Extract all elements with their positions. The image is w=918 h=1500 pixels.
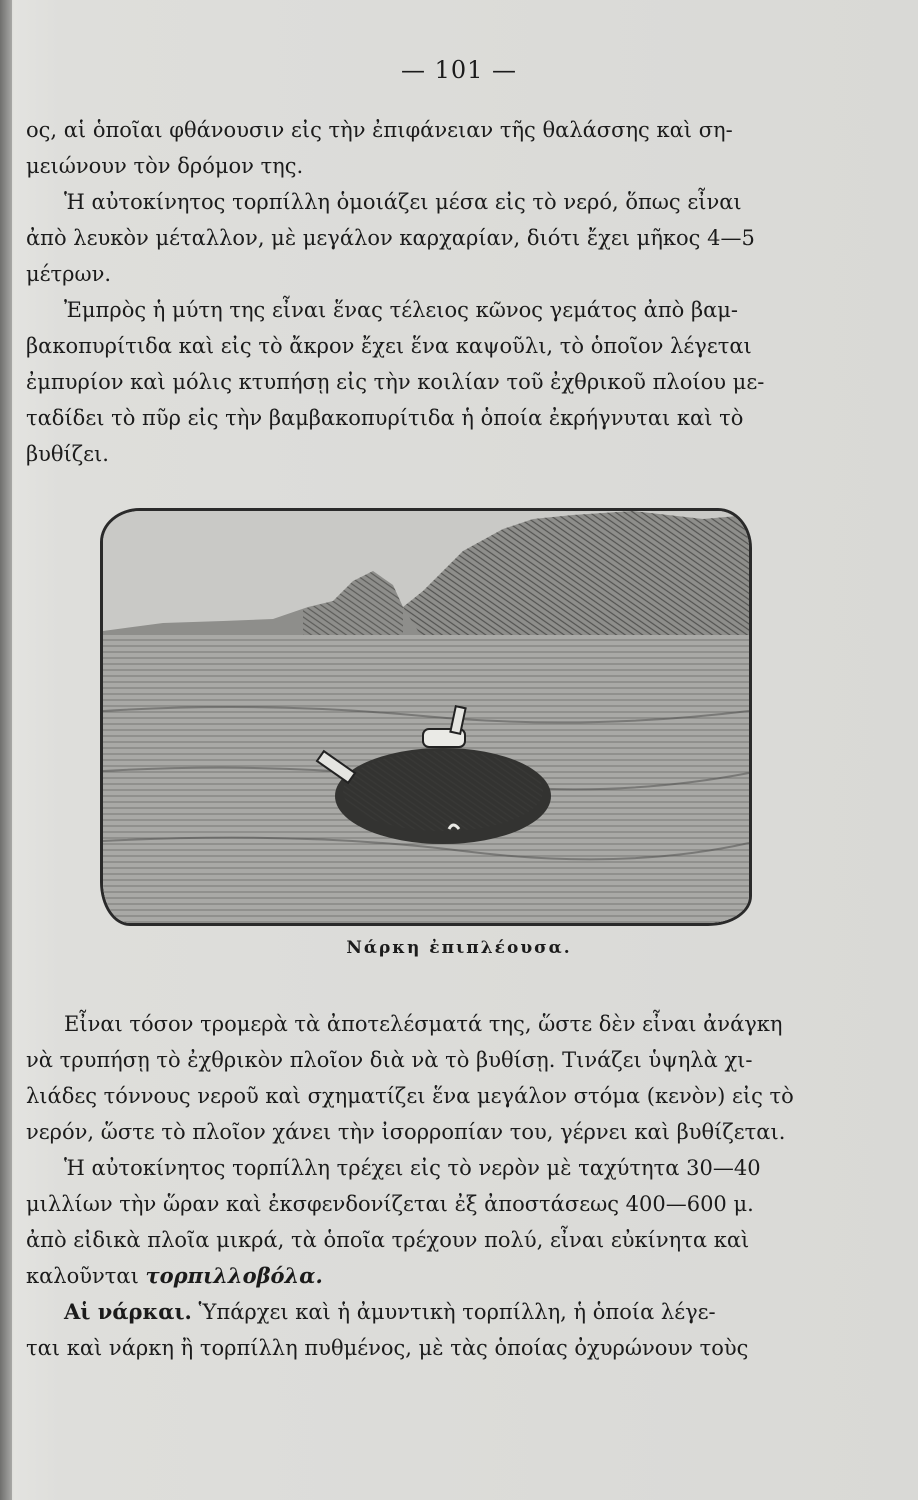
bottom-text	[26, 1006, 846, 1366]
mines-line	[26, 1294, 846, 1330]
text-line: ται καὶ νάρκη ἢ τορπίλλη πυθμένος, μὲ τὰς ὁποίας ὀχυρώνουν τοὺς	[26, 1336, 749, 1360]
text-line: νερόν, ὥστε τὸ πλοῖον χάνει τὴν ἰσορροπίαν του, γέρνει καὶ βυθίζεται.	[26, 1120, 786, 1144]
text-line: ἀπὸ λευκὸν μέταλλον, μὲ μεγάλον καρχαρίαν, διότι ἔχει μῆκος 4—5	[26, 226, 755, 250]
text-line	[26, 1258, 846, 1294]
text-fragment: Ὑπάρχει καὶ ἡ ἀμυντικὴ τορπίλλη, ἡ ὁποία λέγε-	[198, 1300, 716, 1324]
text-line: λιάδες τόννους νεροῦ καὶ σχηματίζει ἕνα μεγάλον στόμα (κενὸν) εἰς τὸ	[26, 1084, 794, 1108]
text-line: Ἡ αὐτοκίνητος τορπίλλη τρέχει εἰς τὸ νερὸν μὲ ταχύτητα 30—40	[64, 1156, 761, 1180]
text-line: ἐμπυρίον καὶ μόλις κτυπήσῃ εἰς τὴν κοιλίαν τοῦ ἐχθρικοῦ πλοίου με-	[26, 370, 765, 394]
text-line: ταδίδει τὸ πῦρ εἰς τὴν βαμβακοπυρίτιδα ἡ ὁποία ἐκρήγνυται καὶ τὸ	[26, 406, 744, 430]
page-number: — 101 —	[400, 56, 518, 84]
floating-mine-illustration	[100, 508, 752, 926]
text-line: μέτρων.	[26, 262, 112, 286]
illustration-drawing	[103, 511, 749, 923]
book-spine	[0, 0, 12, 1500]
text-line: Εἶναι τόσον τρομερὰ τὰ ἀποτελέσματά της, ὥστε δὲν εἶναι ἀνάγκη	[64, 1012, 783, 1036]
mines-heading: Αἱ νάρκαι.	[64, 1299, 192, 1324]
text-fragment: καλοῦνται	[26, 1264, 139, 1288]
top-text	[26, 112, 846, 472]
text-line: Ἐμπρὸς ἡ μύτη της εἶναι ἕνας τέλειος κῶνος γεμάτος ἀπὸ βαμ-	[64, 298, 739, 322]
text-line: μιλλίων τὴν ὥραν καὶ ἐκσφενδονίζεται ἐξ ἀποστάσεως 400—600 μ.	[26, 1192, 754, 1216]
text-line: μειώνουν τὸν δρόμον της.	[26, 154, 304, 178]
figure-caption: Νάρκη ἐπιπλέουσα.	[346, 938, 572, 958]
text-line: ἀπὸ εἰδικὰ πλοῖα μικρά, τὰ ὁποῖα τρέχουν πολύ, εἶναι εὐκίνητα καὶ	[26, 1228, 750, 1252]
text-line: Ἡ αὐτοκίνητος τορπίλλη ὁμοιάζει μέσα εἰς τὸ νερό, ὅπως εἶναι	[64, 190, 742, 214]
text-line: νὰ τρυπήσῃ τὸ ἐχθρικὸν πλοῖον διὰ νὰ τὸ βυθίσῃ. Τινάζει ὑψηλὰ χι-	[26, 1048, 753, 1072]
torpedo-boats-term: τορπιλλοβόλα.	[145, 1263, 323, 1288]
text-line: βακοπυρίτιδα καὶ εἰς τὸ ἄκρον ἔχει ἕνα καψοῦλι, τὸ ὁποῖον λέγεται	[26, 334, 752, 358]
text-line: ος, αἱ ὁποῖαι φθάνουσιν εἰς τὴν ἐπιφάνειαν τῆς θαλάσσης καὶ ση-	[26, 118, 733, 142]
text-line: βυθίζει.	[26, 442, 109, 466]
